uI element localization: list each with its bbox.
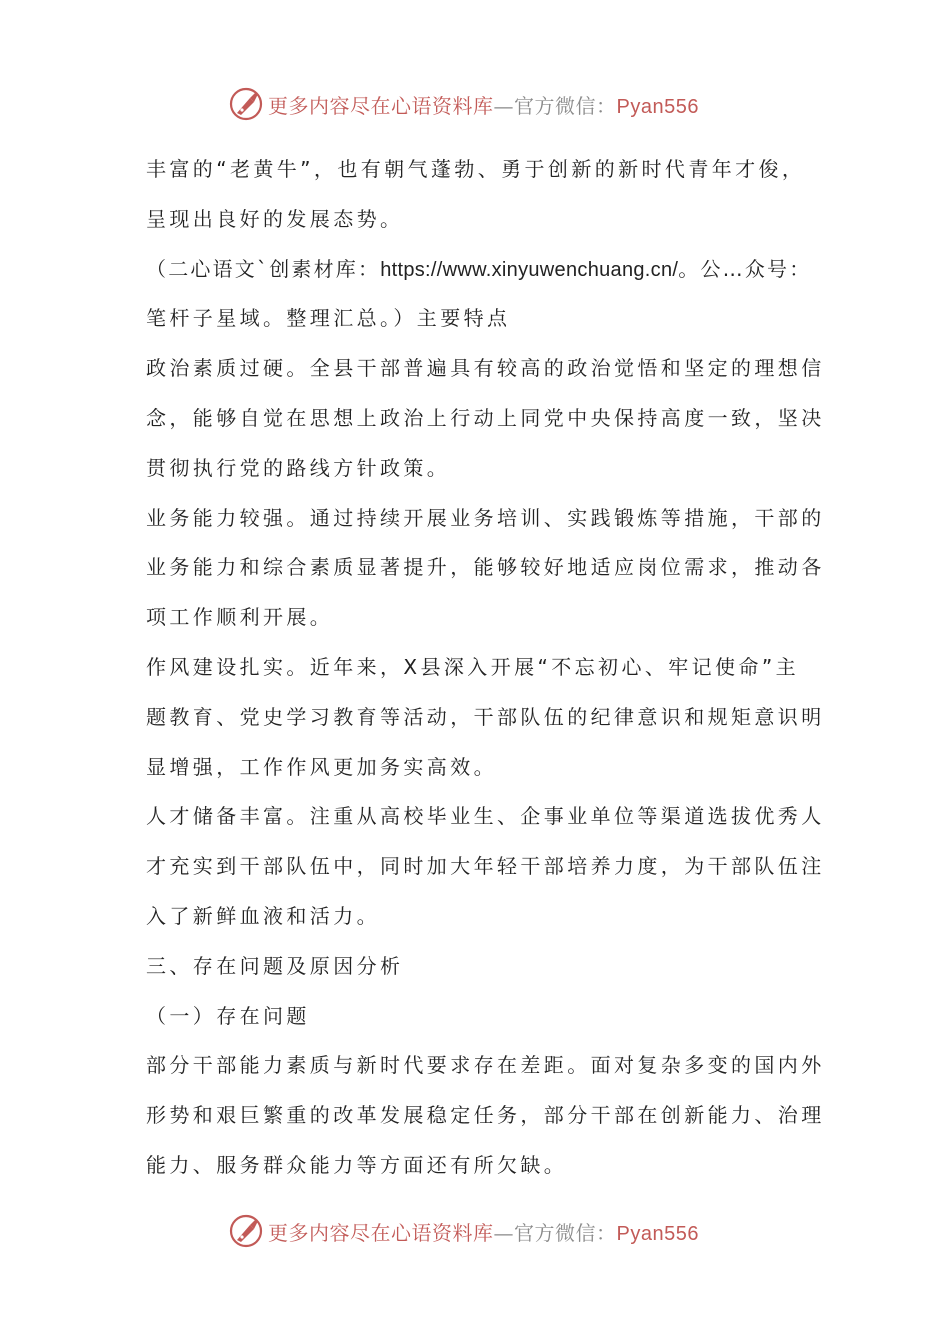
text-line: 丰富的“老黄牛”，也有朝气蓬勃、勇于创新的新时代青年才俊， bbox=[146, 157, 806, 181]
text-line: 业务能力较强。通过持续开展业务培训、实践锻炼等措施，干部的 bbox=[146, 505, 825, 530]
watermark-wechat-id: Pyan556 bbox=[616, 1222, 699, 1245]
text-line: 笔杆子星域。整理汇总。）主要特点 bbox=[146, 306, 511, 331]
text-line: 呈现出良好的发展态势。 bbox=[146, 206, 404, 231]
watermark-main: 更多内容尽在心语资料库 bbox=[268, 93, 494, 118]
text-line: 贯彻执行党的路线方针政策。 bbox=[146, 455, 451, 480]
text-line: 显增强，工作作风更加务实高效。 bbox=[146, 754, 497, 779]
watermark-sub: 官方微信： bbox=[514, 1220, 617, 1245]
url-text: https://www.xinyuwenchuang.cn/ bbox=[380, 258, 679, 281]
text-line: 入了新鲜血液和活力。 bbox=[146, 903, 380, 928]
footer-watermark bbox=[228, 1211, 748, 1251]
text-line: 念，能够自觉在思想上政治上行动上同党中央保持高度一致，坚决 bbox=[146, 405, 825, 430]
watermark-text bbox=[268, 90, 699, 119]
text-line: 业务能力和综合素质显著提升，能够较好地适应岗位需求，推动各 bbox=[146, 555, 825, 580]
pen-nib-logo-icon bbox=[228, 86, 264, 122]
text-line: 作风建设扎实。近年来，X县深入开展“不忘初心、牢记使命”主 bbox=[146, 654, 800, 679]
text-line: 部分干部能力素质与新时代要求存在差距。面对复杂多变的国内外 bbox=[146, 1053, 825, 1078]
watermark-sub: 官方微信： bbox=[514, 93, 617, 118]
text-line: 项工作顺利开展。 bbox=[146, 605, 334, 630]
watermark-main: 更多内容尽在心语资料库 bbox=[268, 1220, 494, 1245]
text-line-with-link: （二心语文`创素材库：https://www.xinyuwenchuang.cn/。公…众号： bbox=[146, 256, 812, 281]
text-line: 才充实到干部队伍中，同时加大年轻干部培养力度，为干部队伍注 bbox=[146, 854, 825, 879]
watermark-text bbox=[268, 1217, 699, 1246]
watermark-dash: — bbox=[493, 1220, 514, 1245]
subsection-heading: （一）存在问题 bbox=[146, 1003, 310, 1028]
text-line: 能力、服务群众能力等方面还有所欠缺。 bbox=[146, 1152, 568, 1177]
watermark-dash: — bbox=[493, 93, 514, 118]
pen-nib-logo-icon bbox=[228, 1213, 264, 1249]
header-watermark bbox=[228, 84, 748, 124]
text-line: 题教育、党史学习教育等活动，干部队伍的纪律意识和规矩意识明 bbox=[146, 704, 825, 729]
text-line: 形势和艰巨繁重的改革发展稳定任务，部分干部在创新能力、治理 bbox=[146, 1103, 825, 1128]
section-heading: 三、存在问题及原因分析 bbox=[146, 953, 404, 978]
document-body bbox=[146, 145, 825, 1191]
text-line: 政治素质过硬。全县干部普遍具有较高的政治觉悟和坚定的理想信 bbox=[146, 356, 825, 381]
text-line: 人才储备丰富。注重从高校毕业生、企事业单位等渠道选拔优秀人 bbox=[146, 804, 825, 829]
watermark-wechat-id: Pyan556 bbox=[616, 95, 699, 118]
